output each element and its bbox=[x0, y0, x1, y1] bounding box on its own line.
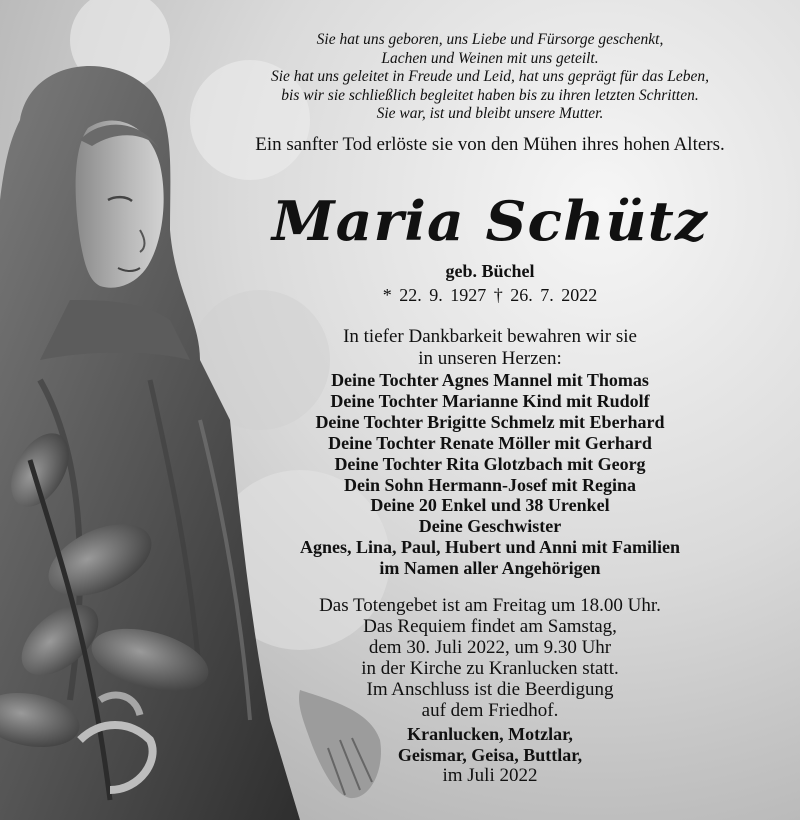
life-dates: * 22. 9. 1927 † 26. 7. 2022 bbox=[382, 285, 598, 305]
mourner-line: Deine Tochter Rita Glotzbach mit Georg bbox=[334, 453, 646, 474]
service-line: Im Anschluss ist die Beerdigung bbox=[366, 678, 614, 700]
place-line: Kranlucken, Motzlar, bbox=[407, 724, 573, 744]
mourner-line: Deine 20 Enkel und 38 Urenkel bbox=[370, 495, 610, 516]
mourner-line: Deine Geschwister bbox=[418, 516, 562, 537]
service-line: Das Totengebet ist am Freitag um 18.00 Uhr. bbox=[319, 595, 661, 616]
service-line: auf dem Friedhof. bbox=[421, 699, 559, 721]
poem-line: Lachen und Weinen mit uns geteilt. bbox=[381, 49, 599, 67]
mourner-line: Deine Tochter Agnes Mannel mit Thomas bbox=[331, 370, 649, 390]
service-line: Das Requiem findet am Samstag, bbox=[363, 615, 617, 637]
mourner-line: Deine Tochter Marianne Kind mit Rudolf bbox=[330, 390, 650, 411]
service-line: in der Kirche zu Kranlucken statt. bbox=[361, 657, 619, 679]
mourner-line: Deine Tochter Brigitte Schmelz mit Eberhard bbox=[315, 411, 665, 432]
service-line: dem 30. Juli 2022, um 9.30 Uhr bbox=[368, 636, 612, 658]
gratitude-line: in unseren Herzen: bbox=[418, 347, 562, 369]
gratitude-line: In tiefer Dankbarkeit bewahren wir sie bbox=[343, 326, 637, 347]
subtitle: Ein sanfter Tod erlöste sie von den Mühen ihres hohen Alters. bbox=[255, 134, 725, 155]
poem-line: bis wir sie schließlich begleitet haben bis zu ihren letzten Schritten. bbox=[281, 86, 699, 104]
poem-line: Sie war, ist und bleibt unsere Mutter. bbox=[376, 105, 604, 122]
closing-date: im Juli 2022 bbox=[442, 765, 538, 786]
gratitude-text bbox=[210, 326, 770, 369]
mourner-line: Agnes, Lina, Paul, Hubert und Anni mit Familien bbox=[299, 537, 681, 558]
deceased-name: Maria Schütz bbox=[271, 189, 709, 253]
poem-line: Sie hat uns geboren, uns Liebe und Fürsorge geschenkt, bbox=[316, 31, 664, 48]
poem-line: Sie hat uns geleitet in Freude und Leid, hat uns geprägt für das Leben, bbox=[270, 68, 710, 85]
mourner-line: im Namen aller Angehörigen bbox=[379, 558, 601, 579]
mourner-line: Dein Sohn Hermann-Josef mit Regina bbox=[344, 474, 636, 495]
place-line: Geismar, Geisa, Buttlar, bbox=[397, 744, 583, 765]
mourners-list bbox=[210, 370, 770, 579]
places bbox=[210, 724, 770, 766]
mourner-line: Deine Tochter Renate Möller mit Gerhard bbox=[328, 432, 652, 453]
poem bbox=[210, 31, 770, 124]
service-info bbox=[210, 596, 770, 721]
birth-name: geb. Büchel bbox=[445, 261, 535, 281]
